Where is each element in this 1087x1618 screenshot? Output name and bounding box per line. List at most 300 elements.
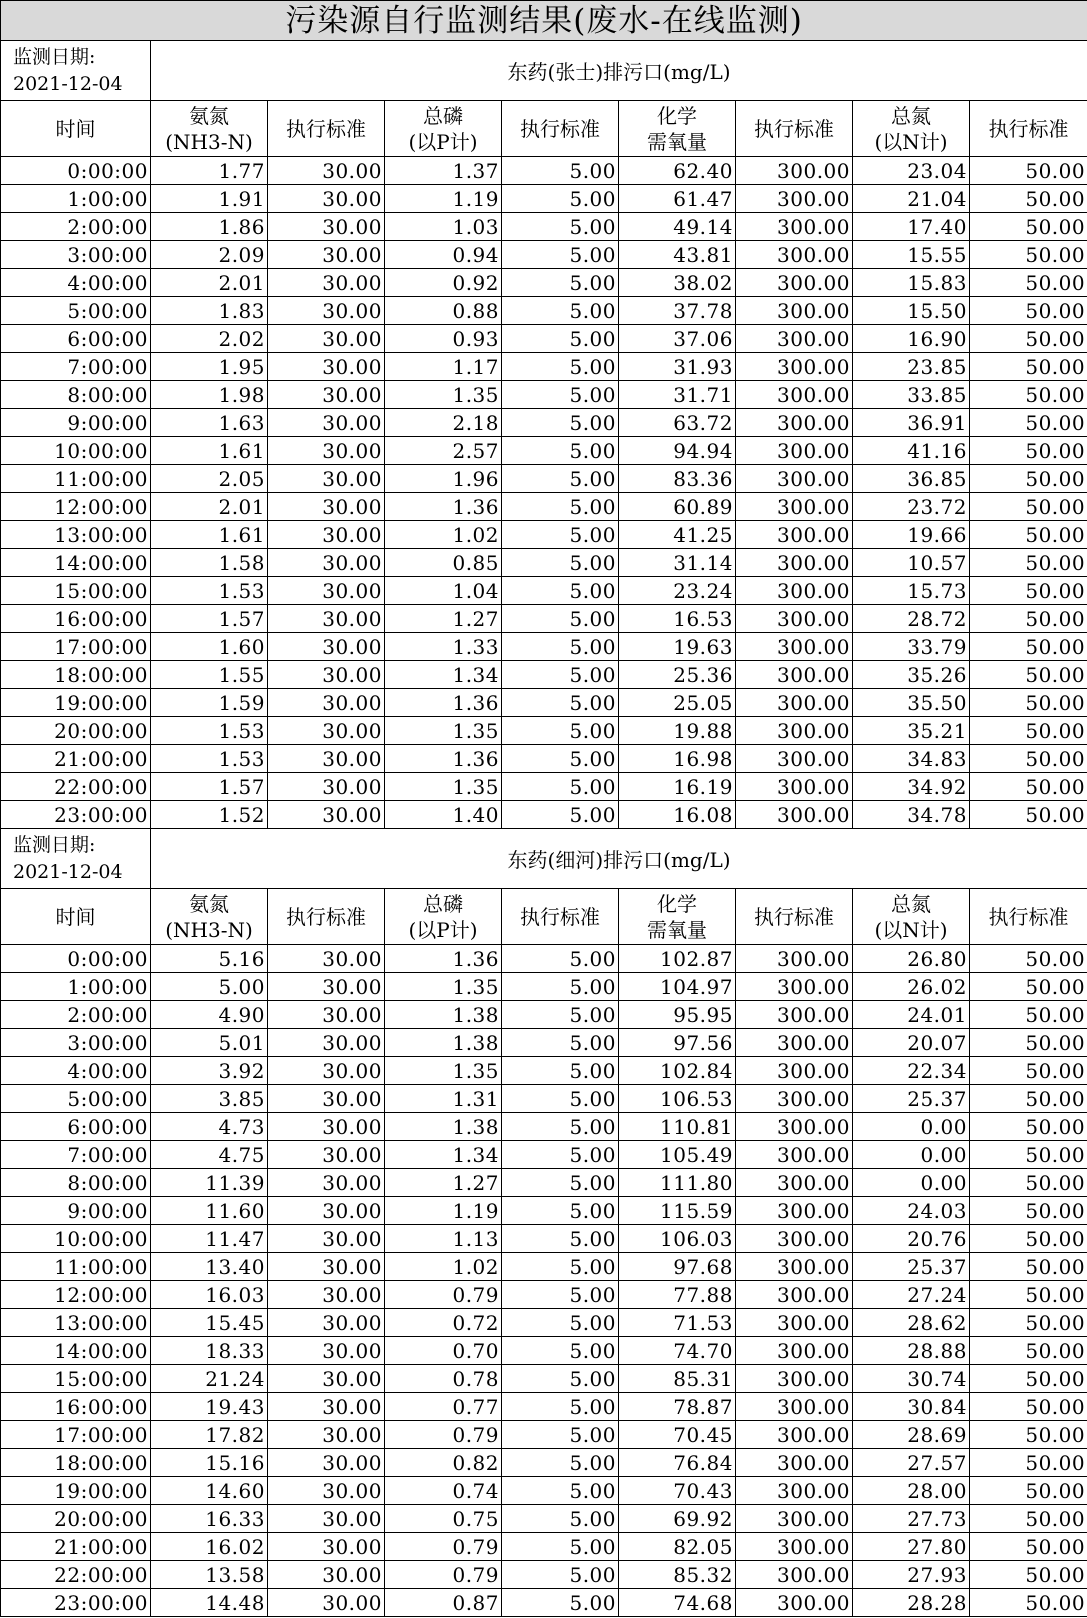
table-row — [1, 801, 1087, 829]
value-cell: 1.60 — [151, 633, 268, 661]
value-cell: 300.00 — [736, 1309, 853, 1337]
table-row — [1, 465, 1087, 493]
value-cell: 5.00 — [502, 241, 619, 269]
table-row — [1, 1393, 1087, 1421]
value-cell: 1.33 — [385, 633, 502, 661]
value-cell: 0.79 — [385, 1281, 502, 1309]
section-header-row — [1, 829, 1087, 889]
value-cell: 2.18 — [385, 409, 502, 437]
value-cell: 28.62 — [853, 1309, 970, 1337]
value-cell: 27.57 — [853, 1449, 970, 1477]
value-cell: 300.00 — [736, 605, 853, 633]
value-cell: 15.50 — [853, 297, 970, 325]
report-title: 污染源自行监测结果(废水-在线监测) — [1, 1, 1087, 41]
value-cell: 1.38 — [385, 1001, 502, 1029]
column-header — [619, 101, 736, 157]
value-cell: 28.69 — [853, 1421, 970, 1449]
value-cell: 20.76 — [853, 1225, 970, 1253]
column-header-line: (以P计) — [408, 129, 478, 154]
value-cell: 27.73 — [853, 1505, 970, 1533]
column-header-line: 需氧量 — [647, 917, 707, 942]
value-cell: 0.70 — [385, 1337, 502, 1365]
table-row — [1, 185, 1087, 213]
value-cell: 300.00 — [736, 325, 853, 353]
value-cell: 1.34 — [385, 1141, 502, 1169]
value-cell: 300.00 — [736, 465, 853, 493]
value-cell: 30.00 — [268, 157, 385, 185]
value-cell: 30.74 — [853, 1365, 970, 1393]
value-cell: 30.00 — [268, 549, 385, 577]
value-cell: 110.81 — [619, 1113, 736, 1141]
value-cell: 300.00 — [736, 689, 853, 717]
value-cell: 5.00 — [502, 745, 619, 773]
time-cell: 19:00:00 — [1, 1477, 151, 1505]
time-cell: 0:00:00 — [1, 945, 151, 973]
value-cell: 97.68 — [619, 1253, 736, 1281]
value-cell: 5.00 — [502, 549, 619, 577]
time-cell: 8:00:00 — [1, 1169, 151, 1197]
value-cell: 1.91 — [151, 185, 268, 213]
value-cell: 300.00 — [736, 213, 853, 241]
value-cell: 11.39 — [151, 1169, 268, 1197]
value-cell: 30.00 — [268, 493, 385, 521]
value-cell: 5.00 — [502, 213, 619, 241]
value-cell: 19.66 — [853, 521, 970, 549]
column-header-line: 执行标准 — [286, 904, 366, 929]
value-cell: 300.00 — [736, 185, 853, 213]
value-cell: 50.00 — [970, 1057, 1087, 1085]
monitoring-date-value: 2021-12-04 — [13, 860, 123, 883]
table-row — [1, 1169, 1087, 1197]
value-cell: 50.00 — [970, 1169, 1087, 1197]
value-cell: 1.27 — [385, 1169, 502, 1197]
value-cell: 61.47 — [619, 185, 736, 213]
value-cell: 1.31 — [385, 1085, 502, 1113]
value-cell: 300.00 — [736, 409, 853, 437]
column-header — [385, 889, 502, 945]
value-cell: 36.91 — [853, 409, 970, 437]
value-cell: 5.00 — [502, 185, 619, 213]
value-cell: 2.09 — [151, 241, 268, 269]
value-cell: 50.00 — [970, 1085, 1087, 1113]
value-cell: 300.00 — [736, 1001, 853, 1029]
time-cell: 6:00:00 — [1, 325, 151, 353]
value-cell: 1.61 — [151, 437, 268, 465]
value-cell: 83.36 — [619, 465, 736, 493]
value-cell: 28.72 — [853, 605, 970, 633]
table-row — [1, 157, 1087, 185]
column-header — [619, 889, 736, 945]
value-cell: 300.00 — [736, 493, 853, 521]
value-cell: 28.28 — [853, 1589, 970, 1617]
value-cell: 5.00 — [502, 1141, 619, 1169]
value-cell: 41.25 — [619, 521, 736, 549]
value-cell: 11.47 — [151, 1225, 268, 1253]
value-cell: 95.95 — [619, 1001, 736, 1029]
value-cell: 50.00 — [970, 945, 1087, 973]
value-cell: 16.19 — [619, 773, 736, 801]
value-cell: 5.00 — [502, 973, 619, 1001]
time-cell: 3:00:00 — [1, 241, 151, 269]
column-header — [502, 889, 619, 945]
value-cell: 30.00 — [268, 1393, 385, 1421]
value-cell: 62.40 — [619, 157, 736, 185]
value-cell: 25.37 — [853, 1253, 970, 1281]
value-cell: 1.53 — [151, 577, 268, 605]
value-cell: 77.88 — [619, 1281, 736, 1309]
value-cell: 0.78 — [385, 1365, 502, 1393]
value-cell: 19.88 — [619, 717, 736, 745]
column-header-line: 执行标准 — [988, 904, 1069, 929]
value-cell: 300.00 — [736, 1533, 853, 1561]
time-cell: 7:00:00 — [1, 1141, 151, 1169]
value-cell: 30.00 — [268, 353, 385, 381]
value-cell: 300.00 — [736, 1085, 853, 1113]
value-cell: 5.00 — [502, 1421, 619, 1449]
table-row — [1, 1029, 1087, 1057]
table-row — [1, 689, 1087, 717]
value-cell: 50.00 — [970, 1281, 1087, 1309]
value-cell: 41.16 — [853, 437, 970, 465]
value-cell: 30.00 — [268, 1141, 385, 1169]
table-row — [1, 1113, 1087, 1141]
value-cell: 30.00 — [268, 773, 385, 801]
value-cell: 23.85 — [853, 353, 970, 381]
value-cell: 16.08 — [619, 801, 736, 829]
value-cell: 300.00 — [736, 633, 853, 661]
column-header-line: 需氧量 — [647, 129, 707, 154]
value-cell: 300.00 — [736, 973, 853, 1001]
column-header-line: 执行标准 — [754, 904, 834, 929]
column-header-line: 总磷 — [423, 103, 463, 128]
column-header-line: 总氮 — [891, 103, 931, 128]
value-cell: 30.00 — [268, 465, 385, 493]
value-cell: 0.79 — [385, 1421, 502, 1449]
value-cell: 49.14 — [619, 213, 736, 241]
outlet-title: 东药(张士)排污口(mg/L) — [151, 41, 1087, 101]
column-header — [970, 101, 1087, 157]
value-cell: 43.81 — [619, 241, 736, 269]
value-cell: 30.00 — [268, 945, 385, 973]
value-cell: 300.00 — [736, 1113, 853, 1141]
value-cell: 30.00 — [268, 1421, 385, 1449]
value-cell: 5.00 — [502, 521, 619, 549]
table-row — [1, 1057, 1087, 1085]
value-cell: 5.00 — [502, 1085, 619, 1113]
value-cell: 50.00 — [970, 1533, 1087, 1561]
time-cell: 16:00:00 — [1, 605, 151, 633]
column-header — [853, 101, 970, 157]
value-cell: 1.86 — [151, 213, 268, 241]
value-cell: 1.35 — [385, 773, 502, 801]
value-cell: 1.36 — [385, 745, 502, 773]
table-row — [1, 381, 1087, 409]
value-cell: 18.33 — [151, 1337, 268, 1365]
table-row — [1, 745, 1087, 773]
column-header — [385, 101, 502, 157]
value-cell: 15.16 — [151, 1449, 268, 1477]
value-cell: 30.00 — [268, 1169, 385, 1197]
value-cell: 3.92 — [151, 1057, 268, 1085]
value-cell: 5.00 — [502, 1001, 619, 1029]
value-cell: 31.71 — [619, 381, 736, 409]
column-header-line: 总磷 — [423, 891, 463, 916]
time-cell: 18:00:00 — [1, 1449, 151, 1477]
value-cell: 38.02 — [619, 269, 736, 297]
time-cell: 11:00:00 — [1, 465, 151, 493]
table-row — [1, 973, 1087, 1001]
value-cell: 2.01 — [151, 493, 268, 521]
value-cell: 35.21 — [853, 717, 970, 745]
value-cell: 50.00 — [970, 973, 1087, 1001]
value-cell: 300.00 — [736, 661, 853, 689]
table-row — [1, 1337, 1087, 1365]
value-cell: 30.00 — [268, 1113, 385, 1141]
value-cell: 15.83 — [853, 269, 970, 297]
value-cell: 30.00 — [268, 1085, 385, 1113]
table-row — [1, 773, 1087, 801]
value-cell: 70.45 — [619, 1421, 736, 1449]
table-row — [1, 661, 1087, 689]
value-cell: 21.24 — [151, 1365, 268, 1393]
monitoring-date-cell — [1, 829, 151, 889]
table-row — [1, 945, 1087, 973]
title-row — [1, 1, 1087, 41]
value-cell: 16.03 — [151, 1281, 268, 1309]
value-cell: 106.03 — [619, 1225, 736, 1253]
column-header-row — [1, 889, 1087, 945]
value-cell: 30.00 — [268, 1533, 385, 1561]
value-cell: 2.05 — [151, 465, 268, 493]
value-cell: 1.34 — [385, 661, 502, 689]
value-cell: 74.70 — [619, 1337, 736, 1365]
value-cell: 300.00 — [736, 1225, 853, 1253]
value-cell: 76.84 — [619, 1449, 736, 1477]
value-cell: 300.00 — [736, 297, 853, 325]
value-cell: 17.40 — [853, 213, 970, 241]
value-cell: 30.00 — [268, 409, 385, 437]
value-cell: 300.00 — [736, 577, 853, 605]
table-row — [1, 1001, 1087, 1029]
value-cell: 5.00 — [502, 577, 619, 605]
value-cell: 0.00 — [853, 1169, 970, 1197]
time-cell: 18:00:00 — [1, 661, 151, 689]
value-cell: 5.00 — [502, 1225, 619, 1253]
value-cell: 50.00 — [970, 745, 1087, 773]
value-cell: 50.00 — [970, 633, 1087, 661]
value-cell: 24.01 — [853, 1001, 970, 1029]
value-cell: 63.72 — [619, 409, 736, 437]
time-cell: 5:00:00 — [1, 1085, 151, 1113]
value-cell: 300.00 — [736, 1141, 853, 1169]
value-cell: 5.00 — [502, 661, 619, 689]
value-cell: 5.00 — [502, 1309, 619, 1337]
value-cell: 300.00 — [736, 269, 853, 297]
table-row — [1, 1309, 1087, 1337]
value-cell: 300.00 — [736, 801, 853, 829]
time-cell: 10:00:00 — [1, 1225, 151, 1253]
value-cell: 1.19 — [385, 1197, 502, 1225]
value-cell: 14.48 — [151, 1589, 268, 1617]
value-cell: 300.00 — [736, 1365, 853, 1393]
time-cell: 19:00:00 — [1, 689, 151, 717]
time-cell: 2:00:00 — [1, 1001, 151, 1029]
value-cell: 50.00 — [970, 297, 1087, 325]
table-row — [1, 1141, 1087, 1169]
table-row — [1, 241, 1087, 269]
value-cell: 0.79 — [385, 1561, 502, 1589]
value-cell: 50.00 — [970, 185, 1087, 213]
value-cell: 23.72 — [853, 493, 970, 521]
value-cell: 30.00 — [268, 1477, 385, 1505]
value-cell: 5.00 — [502, 1337, 619, 1365]
value-cell: 300.00 — [736, 1197, 853, 1225]
value-cell: 16.33 — [151, 1505, 268, 1533]
value-cell: 5.00 — [502, 325, 619, 353]
value-cell: 78.87 — [619, 1393, 736, 1421]
value-cell: 50.00 — [970, 577, 1087, 605]
value-cell: 4.73 — [151, 1113, 268, 1141]
value-cell: 60.89 — [619, 493, 736, 521]
value-cell: 1.35 — [385, 381, 502, 409]
value-cell: 5.00 — [502, 1253, 619, 1281]
value-cell: 30.00 — [268, 297, 385, 325]
value-cell: 30.00 — [268, 1197, 385, 1225]
time-cell: 23:00:00 — [1, 1589, 151, 1617]
column-header-line: 总氮 — [891, 891, 931, 916]
value-cell: 30.00 — [268, 185, 385, 213]
value-cell: 1.36 — [385, 493, 502, 521]
value-cell: 2.02 — [151, 325, 268, 353]
value-cell: 50.00 — [970, 801, 1087, 829]
value-cell: 5.00 — [502, 773, 619, 801]
table-row — [1, 1225, 1087, 1253]
value-cell: 5.00 — [502, 1533, 619, 1561]
value-cell: 5.00 — [502, 269, 619, 297]
column-header-line: (NH3-N) — [165, 917, 253, 942]
value-cell: 10.57 — [853, 549, 970, 577]
value-cell: 30.00 — [268, 269, 385, 297]
value-cell: 30.00 — [268, 577, 385, 605]
value-cell: 5.00 — [502, 353, 619, 381]
value-cell: 50.00 — [970, 1561, 1087, 1589]
value-cell: 50.00 — [970, 269, 1087, 297]
value-cell: 105.49 — [619, 1141, 736, 1169]
value-cell: 30.00 — [268, 1253, 385, 1281]
value-cell: 16.98 — [619, 745, 736, 773]
time-cell: 3:00:00 — [1, 1029, 151, 1057]
value-cell: 1.61 — [151, 521, 268, 549]
value-cell: 1.36 — [385, 945, 502, 973]
value-cell: 300.00 — [736, 745, 853, 773]
value-cell: 30.00 — [268, 633, 385, 661]
value-cell: 50.00 — [970, 1477, 1087, 1505]
value-cell: 5.00 — [502, 1505, 619, 1533]
value-cell: 50.00 — [970, 605, 1087, 633]
value-cell: 300.00 — [736, 717, 853, 745]
value-cell: 300.00 — [736, 381, 853, 409]
value-cell: 25.36 — [619, 661, 736, 689]
value-cell: 300.00 — [736, 521, 853, 549]
value-cell: 1.98 — [151, 381, 268, 409]
value-cell: 1.02 — [385, 1253, 502, 1281]
value-cell: 300.00 — [736, 241, 853, 269]
value-cell: 1.52 — [151, 801, 268, 829]
column-header — [1, 889, 151, 945]
value-cell: 115.59 — [619, 1197, 736, 1225]
value-cell: 1.17 — [385, 353, 502, 381]
value-cell: 1.53 — [151, 717, 268, 745]
column-header-line: 执行标准 — [754, 116, 834, 141]
value-cell: 5.00 — [502, 1589, 619, 1617]
value-cell: 37.78 — [619, 297, 736, 325]
value-cell: 13.58 — [151, 1561, 268, 1589]
value-cell: 2.57 — [385, 437, 502, 465]
value-cell: 30.00 — [268, 325, 385, 353]
value-cell: 300.00 — [736, 1477, 853, 1505]
value-cell: 50.00 — [970, 1141, 1087, 1169]
table-row — [1, 1477, 1087, 1505]
value-cell: 1.36 — [385, 689, 502, 717]
value-cell: 1.53 — [151, 745, 268, 773]
column-header-line: 化学 — [657, 103, 697, 128]
time-cell: 11:00:00 — [1, 1253, 151, 1281]
table-row — [1, 605, 1087, 633]
value-cell: 0.92 — [385, 269, 502, 297]
table-row — [1, 409, 1087, 437]
table-row — [1, 1085, 1087, 1113]
value-cell: 0.79 — [385, 1533, 502, 1561]
time-cell: 1:00:00 — [1, 973, 151, 1001]
value-cell: 30.84 — [853, 1393, 970, 1421]
value-cell: 50.00 — [970, 1337, 1087, 1365]
value-cell: 50.00 — [970, 1001, 1087, 1029]
column-header — [736, 889, 853, 945]
table-row — [1, 213, 1087, 241]
value-cell: 5.00 — [502, 1057, 619, 1085]
value-cell: 50.00 — [970, 465, 1087, 493]
value-cell: 50.00 — [970, 409, 1087, 437]
value-cell: 30.00 — [268, 973, 385, 1001]
value-cell: 5.00 — [502, 605, 619, 633]
value-cell: 30.00 — [268, 241, 385, 269]
value-cell: 5.00 — [502, 465, 619, 493]
value-cell: 1.13 — [385, 1225, 502, 1253]
value-cell: 1.04 — [385, 577, 502, 605]
monitoring-date-cell — [1, 41, 151, 101]
value-cell: 69.92 — [619, 1505, 736, 1533]
value-cell: 0.72 — [385, 1309, 502, 1337]
table-row — [1, 1197, 1087, 1225]
value-cell: 30.00 — [268, 1337, 385, 1365]
time-cell: 10:00:00 — [1, 437, 151, 465]
time-cell: 20:00:00 — [1, 1505, 151, 1533]
value-cell: 33.85 — [853, 381, 970, 409]
value-cell: 50.00 — [970, 661, 1087, 689]
value-cell: 30.00 — [268, 605, 385, 633]
value-cell: 5.00 — [502, 437, 619, 465]
value-cell: 5.00 — [502, 1197, 619, 1225]
value-cell: 19.43 — [151, 1393, 268, 1421]
value-cell: 50.00 — [970, 1029, 1087, 1057]
value-cell: 50.00 — [970, 689, 1087, 717]
column-header — [151, 101, 268, 157]
time-cell: 12:00:00 — [1, 493, 151, 521]
outlet-title: 东药(细河)排污口(mg/L) — [151, 829, 1087, 889]
value-cell: 104.97 — [619, 973, 736, 1001]
value-cell: 16.90 — [853, 325, 970, 353]
value-cell: 300.00 — [736, 1561, 853, 1589]
